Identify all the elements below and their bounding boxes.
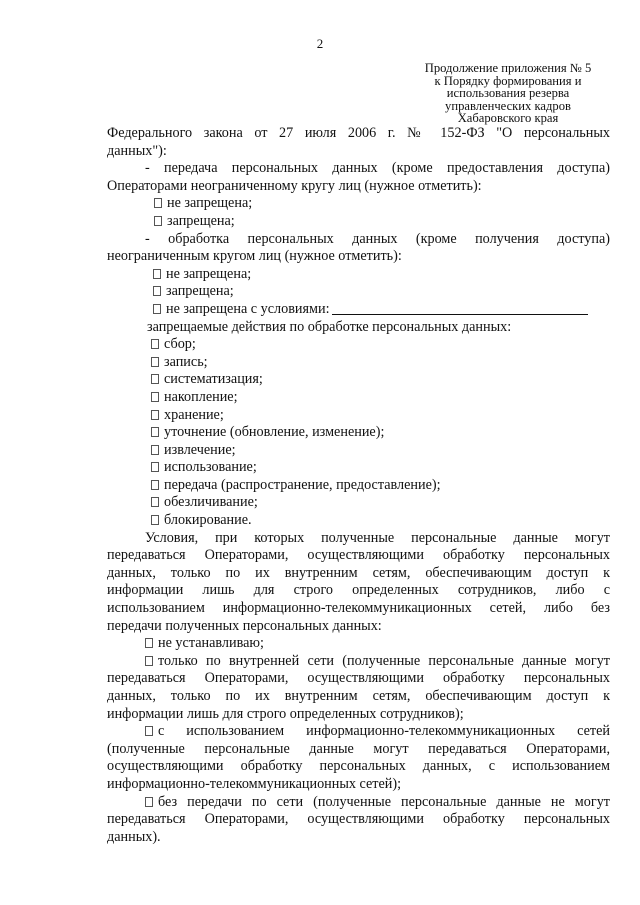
checkbox-label: уточнение (обновление, изменение); bbox=[164, 424, 385, 441]
checkbox-label: запрещена; bbox=[167, 212, 235, 229]
checkbox-option[interactable] bbox=[107, 459, 610, 477]
appendix-header bbox=[408, 62, 608, 125]
appendix-line: управленческих кадров bbox=[445, 98, 571, 113]
checkbox-label: обезличивание; bbox=[164, 494, 258, 511]
checkbox-option[interactable] bbox=[107, 389, 610, 407]
checkbox-icon[interactable] bbox=[151, 462, 159, 472]
checkbox-label: не запрещена; bbox=[167, 195, 253, 212]
conditions-line: использованием информационно-телекоммуникационных сетей, либо без bbox=[107, 600, 610, 617]
checkbox-label: запрещена; bbox=[166, 283, 234, 300]
checkbox-option[interactable] bbox=[107, 794, 610, 812]
checkbox-option[interactable] bbox=[107, 424, 610, 442]
forbidden-heading: запрещаемые действия по обработке персональных данных: bbox=[147, 318, 512, 335]
option-text-line: передаваться Операторами, осуществляющими обработку персональных bbox=[107, 811, 610, 828]
processing-heading: - обработка персональных данных (кроме получения доступа) bbox=[145, 230, 610, 247]
checkbox-option[interactable] bbox=[107, 512, 610, 530]
transfer-heading: - передача персональных данных (кроме предоставления доступа) bbox=[145, 160, 610, 177]
checkbox-icon[interactable] bbox=[151, 497, 159, 507]
option-text-line: данных). bbox=[107, 828, 161, 845]
body-line: данных"): bbox=[107, 142, 167, 159]
option-text-line: (полученные персональные данные могут передаваться Операторами, bbox=[107, 740, 610, 757]
checkbox-icon[interactable] bbox=[151, 357, 159, 367]
appendix-line: использования резерва bbox=[446, 86, 570, 100]
checkbox-icon[interactable] bbox=[151, 339, 159, 349]
body-line: неограниченным кругом лиц (нужное отметить): bbox=[107, 248, 402, 265]
body-line: Федерального закона от 27 июля 2006 г. № 152-ФЗ "О персональных bbox=[107, 125, 610, 141]
checkbox-icon[interactable] bbox=[145, 656, 153, 666]
checkbox-icon[interactable] bbox=[151, 410, 159, 420]
checkbox-icon[interactable] bbox=[153, 269, 161, 279]
checkbox-label: извлечение; bbox=[164, 441, 236, 458]
checkbox-option[interactable] bbox=[107, 213, 610, 231]
checkbox-icon[interactable] bbox=[151, 392, 159, 402]
checkbox-label: сбор; bbox=[164, 336, 196, 353]
checkbox-label: хранение; bbox=[164, 406, 224, 423]
checkbox-label: не устанавливаю; bbox=[158, 635, 264, 652]
checkbox-label: только по внутренней сети (полученные персональные данные могут bbox=[158, 652, 610, 669]
appendix-line: Хабаровского края bbox=[457, 111, 559, 125]
checkbox-option[interactable] bbox=[107, 723, 610, 741]
conditions-line: передачи полученных персональных данных: bbox=[107, 617, 382, 634]
checkbox-icon[interactable] bbox=[145, 638, 153, 648]
checkbox-icon[interactable] bbox=[154, 216, 162, 226]
checkbox-icon[interactable] bbox=[151, 445, 159, 455]
conditions-line: Условия, при которых полученные персональные данные могут bbox=[145, 529, 610, 546]
checkbox-option[interactable] bbox=[107, 407, 610, 425]
checkbox-option[interactable] bbox=[107, 283, 610, 301]
checkbox-option[interactable] bbox=[107, 653, 610, 671]
checkbox-option[interactable] bbox=[107, 266, 610, 284]
conditions-line: данных, только по их внутренним сетям, обеспечивающим доступ к bbox=[107, 564, 610, 581]
checkbox-label: не запрещена с условиями: bbox=[166, 300, 330, 317]
checkbox-icon[interactable] bbox=[145, 726, 153, 736]
checkbox-option[interactable] bbox=[107, 195, 610, 213]
conditions-line: передаваться Операторами, осуществляющими обработку персональных bbox=[107, 547, 610, 564]
checkbox-icon[interactable] bbox=[154, 198, 162, 208]
checkbox-icon[interactable] bbox=[151, 515, 159, 525]
checkbox-icon[interactable] bbox=[151, 427, 159, 437]
option-text-line: осуществляющими обработку персональных данных, с использованием bbox=[107, 758, 610, 775]
option-text-line: информации лишь для строго определенных сотрудников); bbox=[107, 705, 464, 722]
checkbox-label: использование; bbox=[164, 459, 257, 476]
checkbox-icon[interactable] bbox=[145, 797, 153, 807]
checkbox-label: запись; bbox=[164, 353, 208, 370]
checkbox-icon[interactable] bbox=[151, 480, 159, 490]
document-body bbox=[107, 125, 610, 846]
checkbox-label: с использованием информационно-телекоммуникационных сетей bbox=[158, 723, 610, 740]
body-line: Операторами неограниченному кругу лиц (нужное отметить): bbox=[107, 177, 482, 194]
checkbox-label: передача (распространение, предоставление); bbox=[164, 476, 441, 493]
option-text-line: информационно-телекоммуникационных сетей); bbox=[107, 775, 402, 792]
checkbox-option[interactable] bbox=[107, 371, 610, 389]
checkbox-option[interactable] bbox=[107, 442, 610, 460]
checkbox-icon[interactable] bbox=[153, 304, 161, 314]
page-number: 2 bbox=[316, 36, 324, 51]
appendix-line: Продолжение приложения № 5 bbox=[424, 61, 592, 75]
checkbox-label: без передачи по сети (полученные персональные данные не могут bbox=[158, 793, 610, 810]
checkbox-label: не запрещена; bbox=[166, 265, 252, 282]
option-text-line: данных, только по их внутренним сетям, обеспечивающим доступ к bbox=[107, 688, 610, 704]
checkbox-option[interactable] bbox=[107, 635, 610, 653]
option-text-line: передаваться Операторами, осуществляющими обработку персональных bbox=[107, 670, 610, 687]
checkbox-option[interactable] bbox=[107, 336, 610, 354]
checkbox-icon[interactable] bbox=[151, 374, 159, 384]
checkbox-label: блокирование. bbox=[164, 512, 252, 529]
checkbox-icon[interactable] bbox=[153, 286, 161, 296]
checkbox-label: накопление; bbox=[164, 388, 238, 405]
conditions-blank-line[interactable] bbox=[332, 301, 588, 315]
conditions-line: информации лишь для строго определенных сотрудников, либо с bbox=[107, 582, 610, 599]
checkbox-option[interactable] bbox=[107, 354, 610, 372]
appendix-line: к Порядку формирования и bbox=[434, 73, 582, 88]
checkbox-label: систематизация; bbox=[164, 371, 263, 388]
checkbox-option[interactable] bbox=[107, 477, 610, 495]
checkbox-option[interactable] bbox=[107, 301, 610, 319]
checkbox-option[interactable] bbox=[107, 494, 610, 512]
